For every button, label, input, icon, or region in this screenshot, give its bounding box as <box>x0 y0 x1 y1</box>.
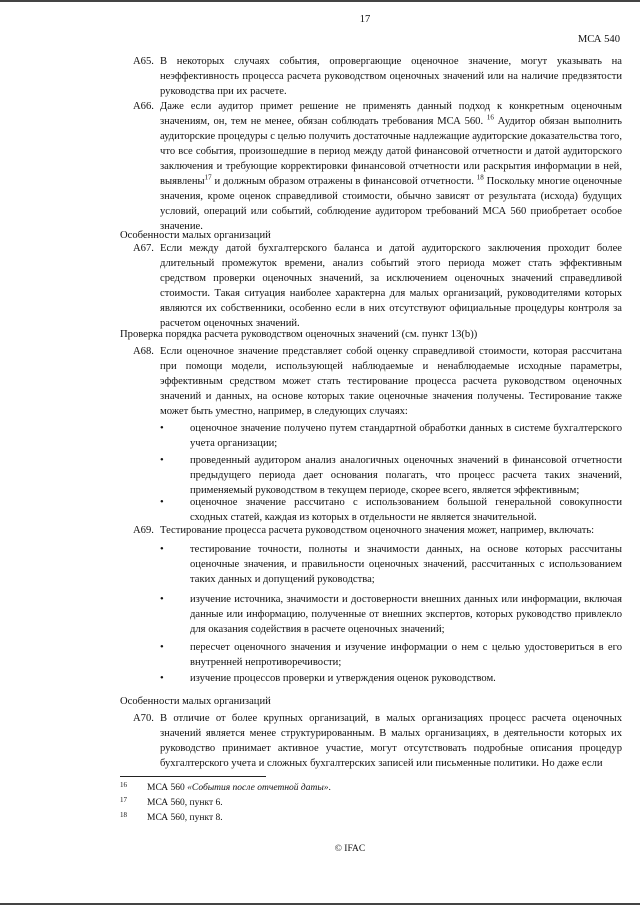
paragraph-text: В некоторых случаях события, опровергающие оценочное значение, могут указывать на неэффективность процесса расчета руководством оценочных значений или на наличие предвзятости руководства при их расчете. <box>160 56 622 97</box>
footnote-title: «События после отчетной даты» <box>187 783 329 793</box>
bullet-item <box>160 542 622 587</box>
bullet-text: изучение процессов проверки и утверждения оценок руководством. <box>190 673 496 684</box>
bullet-text: оценочное значение рассчитано с использованием большой генеральной совокупности сходных статей, каждая из которых в отдельности не является значительной. <box>190 497 622 523</box>
bullet-item <box>160 421 622 451</box>
bullet-text: проведенный аудитором анализ аналогичных оценочных значений в финансовой отчетности предыдущего периода дает основания полагать, что процесс расчета таких значений, применяемый руководством в текущем периоде, скорее всего, является эффективным; <box>190 455 622 496</box>
bullet-text: пересчет оценочного значения и изучение информации о нем с целью удостовериться в его внутренней непротиворечивости; <box>190 642 622 668</box>
paragraph-a65 <box>120 54 622 99</box>
bullet-text: изучение источника, значимости и достоверности внешних данных или информации, включая данные или информацию, полученные от внешних экспертов, которых руководство привлекло для оказания содействия в расчете оценочных значений; <box>190 594 622 635</box>
text-part: и должным образом отражены в финансовой отчетности. <box>211 176 477 187</box>
footnote-text: МСА 560, пункт 8. <box>147 813 223 823</box>
bullet-text: оценочное значение получено путем стандартной обработки данных в системе бухгалтерского учета организации; <box>190 423 622 449</box>
bullet-icon: • <box>160 455 164 466</box>
section-heading-small-entities: Особенности малых организаций <box>120 230 271 241</box>
bullet-text: тестирование точности, полноты и значимости данных, на основе которых рассчитаны оценочные значения, и правильности оценочных значений, рассчитанных с использованием таких данных и допущений руководства; <box>190 544 622 585</box>
section-heading-small-entities-2: Особенности малых организаций <box>120 696 271 707</box>
bullet-item <box>160 453 622 498</box>
footnote-18 <box>120 811 223 826</box>
footnote-ref[interactable]: 16 <box>486 113 494 122</box>
paragraph-a70 <box>120 711 622 771</box>
footnote-text: МСА 560, пункт 6. <box>147 798 223 808</box>
paragraph-text: Если оценочное значение представляет собой оценку справедливой стоимости, которая рассчитана при помощи модели, использующей наблюдаемые и ненаблюдаемые исходные параметры, эффективным средством может стать тестирование процесса расчета руководством оценочных значений и данных, на основе которых такие оценочные значения получены. Тестирование также может быть уместно, например, в следующих случаях: <box>160 346 622 417</box>
scan-top-edge <box>0 0 640 2</box>
text-part: Поскольку многие оценочные значения, кроме оценок справедливой стоимости, обычно зависят от результата (исхода) будущих условий, операций или событий, соблюдение аудитором требований МСА 560 приобретает особое значение. <box>160 176 622 232</box>
paragraph-a66 <box>120 99 622 234</box>
footnote-divider <box>120 776 266 777</box>
paragraph-label: A69. <box>133 525 154 536</box>
paragraph-a68 <box>120 344 622 419</box>
copyright-footer: © IFAC <box>334 844 366 854</box>
footnote-number: 18 <box>120 811 127 819</box>
paragraph-text: В отличие от более крупных организаций, в малых организациях процесс расчета оценочных значений является менее структурированным. В малых организациях, в деятельности которых их руководство принимает активное участие, могут отсутствовать подробные описания процедур бухгалтерского учета и сложных бухгалтерских записей или письменные политики. Но даже если <box>160 713 622 769</box>
bullet-item <box>160 640 622 670</box>
bullet-item <box>160 495 622 525</box>
bullet-icon: • <box>160 544 164 555</box>
footnote-ref[interactable]: 18 <box>476 173 484 182</box>
footnote-17 <box>120 796 223 811</box>
paragraph-text: Если между датой бухгалтерского баланса и датой аудиторского заключения проходит более длительный промежуток времени, анализ событий этого периода может стать эффективным средством проверки оценочных значений, за исключением оценочных значений справедливой стоимости. Такая ситуация наиболее характерна для малых организаций, руководителями которых являются их собственники, особенно если в них отсутствуют официальные процедуры контроля за расчетом оценочных значений. <box>160 243 622 329</box>
page-number: 17 <box>359 14 371 25</box>
text-part: Аудитор обязан выполнить аудиторские процедуры с целью получить достаточные надлежащие аудиторские доказательства того, что все события, произошедшие в период между датой финансовой отчетности и датой аудиторского заключения и требующие корректировки финансовой отчетности или раскрытия информации в ней, выявлены <box>160 116 622 187</box>
text-part: Даже если аудитор примет решение не применять данный подход к конкретным оценочным значениям, он, тем не менее, обязан соблюдать требования МСА 560. <box>160 101 622 127</box>
paragraph-a67 <box>120 241 622 331</box>
bullet-icon: • <box>160 642 164 653</box>
bullet-icon: • <box>160 423 164 434</box>
paragraph-label: A65. <box>133 56 154 67</box>
bullet-icon: • <box>160 594 164 605</box>
footnote-number: 16 <box>120 781 127 789</box>
footnote-text: МСА 560 <box>147 783 188 793</box>
paragraph-text: Тестирование процесса расчета руководством оценочного значения может, например, включать: <box>160 525 595 536</box>
standard-code: МСА 540 <box>577 34 620 45</box>
footnote-16 <box>120 781 331 796</box>
paragraph-label: A66. <box>133 101 154 112</box>
paragraph-label: A70. <box>133 713 154 724</box>
section-heading-testing: Проверка порядка расчета руководством оценочных значений (см. пункт 13(b)) <box>120 329 478 340</box>
footnote-ref[interactable]: 17 <box>204 173 212 182</box>
bullet-icon: • <box>160 673 164 684</box>
bullet-item <box>160 671 622 686</box>
bullet-icon: • <box>160 497 164 508</box>
footnote-number: 17 <box>120 796 127 804</box>
bullet-item <box>160 592 622 637</box>
paragraph-text <box>160 99 622 234</box>
paragraph-a69 <box>120 523 622 538</box>
paragraph-label: A67. <box>133 243 154 254</box>
paragraph-label: A68. <box>133 346 154 357</box>
footnote-text: . <box>328 783 331 793</box>
